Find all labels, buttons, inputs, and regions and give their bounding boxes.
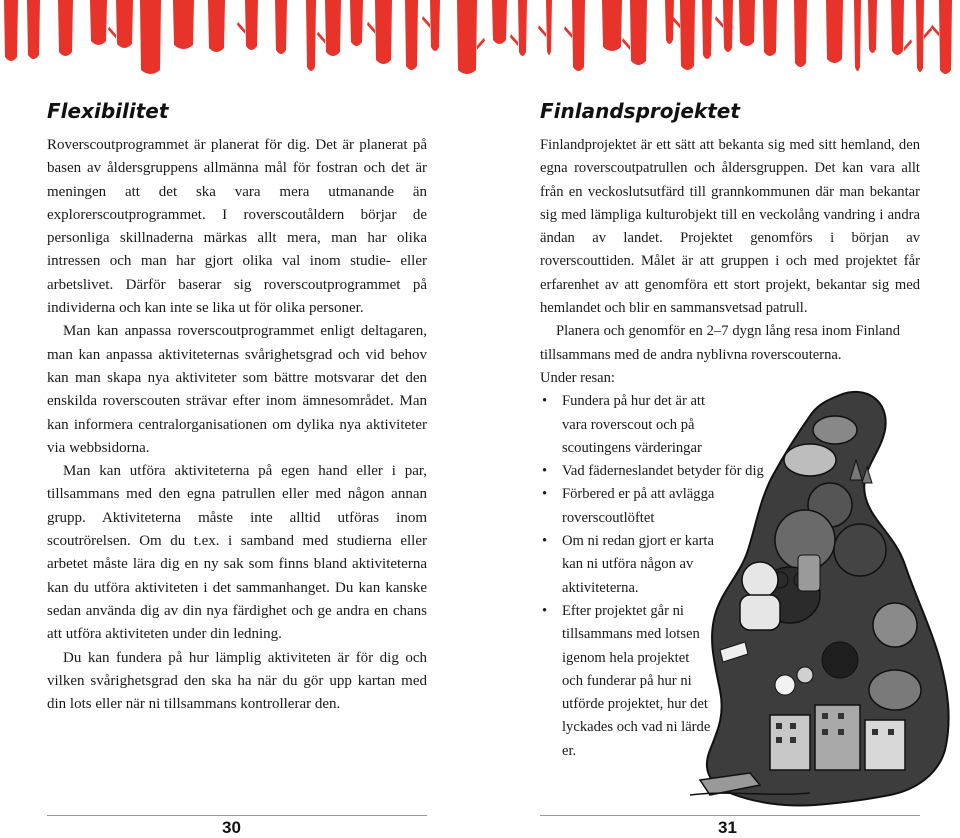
tree-trunk bbox=[405, 0, 418, 70]
tree-trunk bbox=[939, 0, 952, 74]
tree-trunk bbox=[325, 0, 341, 56]
tree-trunk bbox=[430, 0, 440, 51]
left-paragraph-3: Man kan utföra aktiviteterna på egen hand eller i par, tillsammans med den egna patrullen eller med någon annan grupp. Aktiviteterna måste inte alltid utföras inom scoutrörelsen. Om du t.ex. i samband med studierna eller arbetet måste lära dig en ny sak som finns bland aktiviteterna kan du utföra aktiviteten i det sammanhanget. Du kan kanske sedan använda dig av din nya färdighet och ge andra en chans att utföra aktiviteten under din ledning. bbox=[47, 463, 427, 643]
tree-trunk bbox=[572, 0, 585, 71]
tree-trunk bbox=[891, 0, 904, 55]
tree-trunk bbox=[173, 0, 194, 49]
left-page-number: 30 bbox=[222, 818, 241, 837]
tree-trunk bbox=[90, 0, 107, 45]
tree-trunk bbox=[58, 0, 73, 56]
tree-trunk bbox=[826, 0, 843, 63]
tree-branch bbox=[715, 16, 723, 28]
tree-trunk bbox=[4, 0, 18, 61]
tree-trunk bbox=[457, 0, 477, 74]
tree-branch bbox=[622, 38, 630, 50]
tree-trunk bbox=[602, 0, 622, 51]
tree-trunk bbox=[763, 0, 777, 56]
tree-branch bbox=[367, 22, 375, 34]
tree-trunk bbox=[350, 0, 363, 46]
bullet-item: • Förbered er på att avlägga roverscoutlöftet bbox=[540, 483, 732, 530]
tree-branch bbox=[924, 27, 932, 39]
tree-branch bbox=[931, 24, 939, 36]
right-paragraph-2: Planera och genomför en 2–7 dygn lång resa inom Finland tillsammans med de andra nyblivna roverscouterna. bbox=[540, 323, 900, 363]
bullet-item: • Om ni redan gjort er karta kan ni utföra någon av aktiviteterna. bbox=[540, 530, 732, 600]
forest-header-illustration bbox=[0, 0, 960, 80]
bullet-item: • Fundera på hur det är att vara roverscout och på scoutingens värderingar bbox=[540, 390, 732, 460]
left-paragraph-4: Du kan fundera på hur lämplig aktiviteten är för dig och vilken svårighetsgrad den ska ha när du gör upp kartan med din lots eller när ni tillsammans kontrollerar den. bbox=[47, 649, 427, 713]
left-page bbox=[47, 98, 427, 716]
tree-trunk bbox=[854, 0, 861, 71]
finland-map-illustration bbox=[690, 385, 960, 815]
tree-branch bbox=[477, 38, 485, 50]
tree-trunk bbox=[375, 0, 392, 64]
right-heading: Finlandsprojektet bbox=[540, 99, 740, 123]
tree-branch bbox=[108, 27, 116, 39]
tree-trunk bbox=[208, 0, 225, 52]
tree-trunk bbox=[702, 0, 712, 59]
tree-trunk bbox=[739, 0, 755, 46]
tree-trunk bbox=[27, 0, 40, 59]
tree-trunk bbox=[868, 0, 877, 53]
tree-branch bbox=[317, 32, 325, 44]
left-footer-rule bbox=[47, 815, 427, 816]
tree-trunk bbox=[492, 0, 507, 44]
tree-branch bbox=[904, 39, 912, 51]
tree-trunk bbox=[794, 0, 807, 67]
left-paragraph-1: Roverscoutprogrammet är planerat för dig. Det är planerat på basen av åldersgruppens allmänna mål för fostran och det är meningen att det ska vara mera utmanande än explorerscoutprogrammet. I roverscoutåldern börjar de personliga skillnaderna märkas allt mera, man har olika intressen och man har gjort olika val inom studie- eller arbetslivet. Därför baserar sig roverscoutprogrammet på individerna och kan inte se lika ut för olika personer. bbox=[47, 137, 427, 317]
tree-trunk bbox=[546, 0, 552, 55]
tree-trunk bbox=[630, 0, 647, 65]
tree-trunk bbox=[275, 0, 287, 54]
tree-branch bbox=[422, 16, 430, 28]
tree-trunk bbox=[116, 0, 133, 48]
tree-trunk bbox=[518, 0, 527, 56]
tree-trunk bbox=[665, 0, 674, 44]
tree-branch bbox=[538, 25, 546, 37]
right-footer-rule bbox=[540, 815, 920, 816]
right-page-number: 31 bbox=[718, 818, 737, 837]
left-heading: Flexibilitet bbox=[47, 99, 169, 123]
tree-branch bbox=[564, 26, 572, 38]
bullet-item: • Efter projektet går ni tillsammans med lotsen igenom hela projektet och funderar på hur ni utförde projektet, hur det lyckades och vad ni lärde er. bbox=[540, 600, 712, 763]
tree-trunk bbox=[306, 0, 316, 71]
tree-branch bbox=[510, 34, 518, 46]
tree-trunk bbox=[723, 0, 733, 52]
tree-trunk bbox=[916, 0, 924, 72]
tree-trunk bbox=[140, 0, 161, 74]
right-paragraph-1: Finlandprojektet är ett sätt att bekanta sig med sitt hemland, den egna roverscoutpatrullen och åldersgruppen. Det kan vara allt från en veckoslutsutfärd till grannkommunen där man bekantar sig med lämpliga kulturobjekt till en veckolång vandring i andra ändan av landet. Projektet genomförs i början av roverscouttiden. Målet är att gruppen i och med projektet får erfarenhet av att genomföra ett stort projekt, bekantar sig med hemlandet och blir en sammansvetsad patrull. bbox=[540, 137, 920, 317]
tree-branch bbox=[237, 22, 245, 34]
tree-trunk bbox=[680, 0, 695, 70]
left-paragraph-2: Man kan anpassa roverscoutprogrammet enligt deltagaren, man kan anpassa aktiviteternas svårighetsgrad och vid behov kan man skapa nya aktiviteter som bättre motsvarar det den enskilda roverscouten strävar efter inom ämnesområdet. Man kan informera centralorganisationen om dylika nya aktiviteter via webbsidorna. bbox=[47, 323, 427, 456]
bullet-item: • Vad fäderneslandet betyder för dig bbox=[540, 460, 770, 483]
under-resan-label: Under resan: bbox=[540, 369, 615, 386]
tree-trunk bbox=[245, 0, 258, 50]
